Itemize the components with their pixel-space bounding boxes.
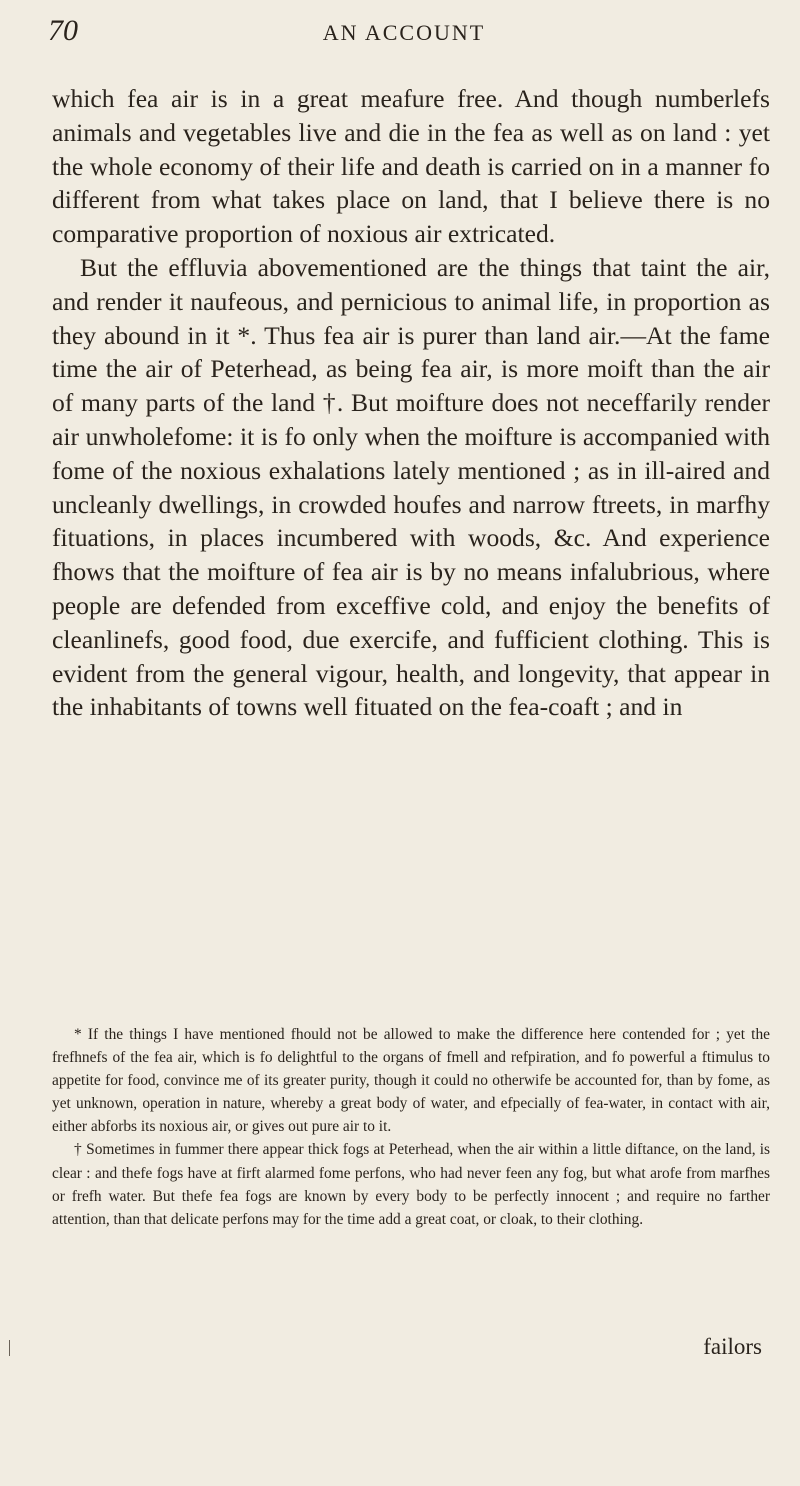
main-text: [52, 82, 770, 724]
catchword: failors: [703, 1334, 762, 1359]
running-head: AN ACCOUNT: [322, 20, 486, 45]
paragraph: which fea air is in a great meafure free. And though numberlefs animals and vegetables live and die in the fea as well as on land : yet the whole economy of their life and death is carried on in a manner fo different from what takes place on land, that I believe there is no comparative proportion of noxious air extricated.: [52, 84, 770, 249]
page-number: 70: [48, 14, 78, 47]
margin-mark: [9, 1340, 10, 1356]
footnote: † Sometimes in fummer there appear thick fogs at Peterhead, when the air within a little diftance, on the land, is clear : and thefe fogs have at firft alarmed fome perfons, who had never feen any fog, but what arofe from marfhes or frefh water. But thefe fea fogs are known by every body to be perfectly innocent ; and require no farther attention, than that delicate perfons may for the time add a great coat, or cloak, to their clothing.: [52, 1141, 770, 1228]
paragraph: But the effluvia abovementioned are the things that taint the air, and render it naufeous, and pernicious to animal life, in proportion as they abound in it *. Thus fea air is purer than land air.—At the fame time the air of Peterhead, as being fea air, is more moift than the air of many parts of the land †. But moifture does not neceffarily render air unwholefome: it is fo only when the moifture is accompanied with fome of the noxious exhalations lately mentioned ; as in ill-aired and uncleanly dwellings, in crowded houfes and narrow ftreets, in marfhy fituations, in places incumbered with woods, &c. And experience fhows that the moifture of fea air is by no means infalubrious, where people are defended from exceffive cold, and enjoy the benefits of cleanlinefs, good food, due exercife, and fufficient clothing. This is evident from the general vigour, health, and longevity, that appear in the inhabitants of towns well fituated on the fea-coaft ; and in: [52, 252, 770, 722]
footnote: * If the things I have mentioned fhould not be allowed to make the difference here contended for ; yet the frefhnefs of the fea air, which is fo delightful to the organs of fmell and refpiration, and fo powerful a ftimulus to appetite for food, convince me of its greater purity, though it could no otherwife be accounted for, than by fome, as yet unknown, operation in nature, whereby a great body of water, and efpecially of fea-water, in contact with air, either abforbs its noxious air, or gives out pure air to it.: [52, 1026, 770, 1136]
footnotes: [52, 1023, 770, 1231]
page-header: [48, 14, 760, 54]
